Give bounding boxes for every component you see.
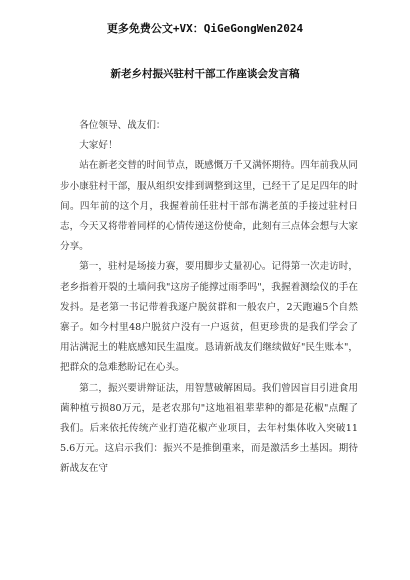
body-paragraph: 第一，驻村是场接力赛，要用脚步丈量初心。记得第一次走访时，老乡指着开裂的土墙问我"这房子能撑过雨季吗"，我握着测绘仪的手在发抖。是老第一书记带着我逐户脱贫群和一般农户，2天跑遍5个自然寨子。如今村里48户脱贫户没有一户返贫，但更珍贵的是我们学会了用沾满泥土的鞋底感知民生温度。恳请新战友们继续做好"民生账本"，把群众的急难愁盼记在心头。 bbox=[60, 261, 358, 374]
body-paragraph: 站在新老交替的时间节点，既感慨万千又满怀期待。四年前我从同步小康驻村干部，服从组织安排到调整到这里，已经干了足足四年的时间。四年前的这个月，我握着前任驻村干部布满老茧的手接过驻村日志，今天又将带着同样的心情传递这份使命，此刻有三点体会想与大家分享。 bbox=[60, 160, 358, 253]
salutation: 各位领导、战友们： bbox=[79, 120, 166, 131]
greeting: 大家好！ bbox=[79, 140, 118, 152]
body-paragraph: 第二，振兴要讲辩证法，用智慧破解困局。我们曾因盲目引进食用菌种植亏损80万元，是老农那句"这地祖祖辈辈种的都是花椒"点醒了我们。后来依托传统产业打造花椒产业项目，去年村集体收入突破115.6万元。这启示我们：振兴不是推倒重来，而是激活乡土基因。期待新战友在守 bbox=[60, 382, 358, 475]
document-body bbox=[60, 116, 358, 480]
promo-banner: 更多免费公文+VX：QiGeGongWen2024 bbox=[106, 22, 304, 35]
document-title: 新老乡村振兴驻村干部工作座谈会发言稿 bbox=[110, 68, 300, 80]
